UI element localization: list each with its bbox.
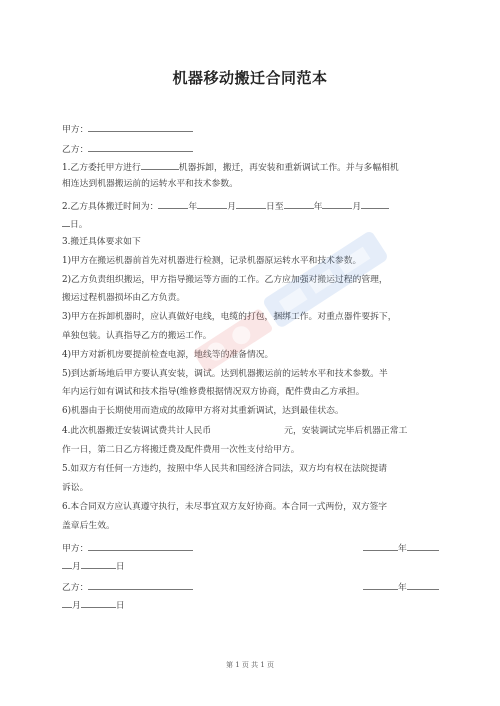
start-year-label: 年 xyxy=(188,202,198,212)
sign-b-year-blank[interactable] xyxy=(363,580,398,590)
sign-b-date-line xyxy=(62,598,447,612)
clause-4-text-a: 4.此次机器搬迁安装调试费共计人民币 xyxy=(62,426,212,436)
clause-2-line-1 xyxy=(62,199,447,213)
party-b-label: 乙方： xyxy=(62,145,89,155)
end-month-blank[interactable] xyxy=(322,199,352,209)
clause-1-line-2: 相连达到机器搬运前的运转水平和技术参数。 xyxy=(62,179,238,189)
sign-b-month-label: 月 xyxy=(72,601,81,611)
sign-a-month-blank[interactable] xyxy=(62,559,72,569)
end-year-label: 年 xyxy=(313,202,323,212)
sign-a-month-label: 月 xyxy=(72,562,81,572)
end-month-label: 月 xyxy=(352,202,362,212)
sign-a-blank[interactable] xyxy=(88,541,193,551)
clause-1-text-a: 1.乙方委托甲方进行 xyxy=(62,163,141,173)
clause-3-item-6: 6)机器由于长期使用而造成的故障甲方将对其重新调试，达到最佳状态。 xyxy=(62,406,344,416)
sign-a-year-blank[interactable] xyxy=(363,541,398,551)
clause-4-text-b: 元，安装调试完毕后机器正常工 xyxy=(284,426,408,436)
sign-b-blank[interactable] xyxy=(88,580,193,590)
end-day-blank-cont[interactable] xyxy=(62,217,70,227)
sign-a-year-label: 年 xyxy=(398,544,407,554)
party-a-blank[interactable] xyxy=(88,122,193,132)
sign-b-month-blank[interactable] xyxy=(62,598,72,608)
clause-5-line-2: 诉讼。 xyxy=(62,483,89,493)
clause-4-line-1 xyxy=(62,425,447,437)
clause-3-item-2-line-1: 2)乙方负责组织搬运，甲方指导搬运等方面的工作。乙方应加强对搬运过程的管理， xyxy=(62,275,388,285)
clause-6-line-2: 盖章后生效。 xyxy=(62,521,115,531)
clause-2-label: 2.乙方具体搬迁时间为： xyxy=(62,202,159,212)
start-day-blank[interactable] xyxy=(236,199,266,209)
clause-6-line-1: 6.本合同双方应认真遵守执行，未尽事宜双方友好协商。本合同一式两份，双方签字 xyxy=(62,502,388,512)
clause-5-line-1: 5.如双方有任何一方违约，按照中华人民共和国经济合同法，双方均有权在法院提请 xyxy=(62,464,388,474)
party-a-line xyxy=(62,122,447,136)
clause-4-line-2: 作一日，第二日乙方将搬迁费及配件费用一次性支付给甲方。 xyxy=(62,445,300,455)
sign-a-day-label: 日 xyxy=(115,562,125,572)
clause-3-item-1: 1)甲方在搬运机器前首先对机器进行检测，记录机器原运转水平和技术参数。 xyxy=(62,256,362,266)
sign-b-label: 乙方： xyxy=(62,583,89,593)
clause-3-item-5-line-2: 年内运行如有调试和技术指导(维修费根据情况双方协商，配件费由乙方承担。 xyxy=(62,387,365,397)
document-title: 机器移动搬迁合同范本 xyxy=(172,69,328,87)
start-year-blank[interactable] xyxy=(158,199,188,209)
clause-3-heading: 3.搬迁具体要求如下 xyxy=(62,237,141,247)
sign-a-date-line xyxy=(62,559,447,573)
sign-a-day-blank[interactable] xyxy=(81,559,116,569)
sign-b-year xyxy=(363,580,439,594)
clause-3-item-4: 4)甲方对新机房要提前检查电源，地线等的准备情况。 xyxy=(62,350,274,360)
end-day-label: 日。 xyxy=(70,220,88,230)
party-a-label: 甲方： xyxy=(62,125,89,135)
end-day-blank[interactable] xyxy=(361,199,389,209)
clause-3-item-5-line-1: 5)到达新场地后甲方要认真安装，调试。达到机器搬运前的运转水平和技术参数。半 xyxy=(62,369,388,379)
sign-b-day-label: 日 xyxy=(115,601,125,611)
clause-3-item-3-line-2: 单独包装。认真指导乙方的搬运工作。 xyxy=(62,331,212,341)
sign-b-month-blank-lead[interactable] xyxy=(407,580,439,590)
start-month-label: 月 xyxy=(227,202,236,212)
start-month-blank[interactable] xyxy=(197,199,227,209)
clause-3-item-2-line-2: 搬运过程机器损坏由乙方负责。 xyxy=(62,293,186,303)
party-b-line xyxy=(62,142,447,156)
party-b-blank[interactable] xyxy=(88,142,193,152)
start-day-to-label: 日至 xyxy=(266,202,284,212)
page-footer: 第 1 页 共 1 页 xyxy=(225,661,275,669)
clause-1-line-1 xyxy=(62,160,447,174)
sign-a-label: 甲方： xyxy=(62,544,89,554)
clause-1-text-b: 机器拆卸，搬迁，再安装和重新调试工作。并与多幅相机 xyxy=(178,163,399,173)
sign-a-month-blank-lead[interactable] xyxy=(407,541,439,551)
clause-1-blank[interactable] xyxy=(141,160,179,170)
sign-b-year-label: 年 xyxy=(398,583,407,593)
clause-2-line-2 xyxy=(62,217,447,231)
end-year-blank[interactable] xyxy=(284,199,314,209)
sign-a-year xyxy=(363,541,439,555)
sign-b-day-blank[interactable] xyxy=(81,598,116,608)
clause-3-item-3-line-1: 3)甲方在拆卸机器时，应认真做好电线，电缆的打包，捆绑工作。对重点器件要拆下， xyxy=(62,312,397,322)
